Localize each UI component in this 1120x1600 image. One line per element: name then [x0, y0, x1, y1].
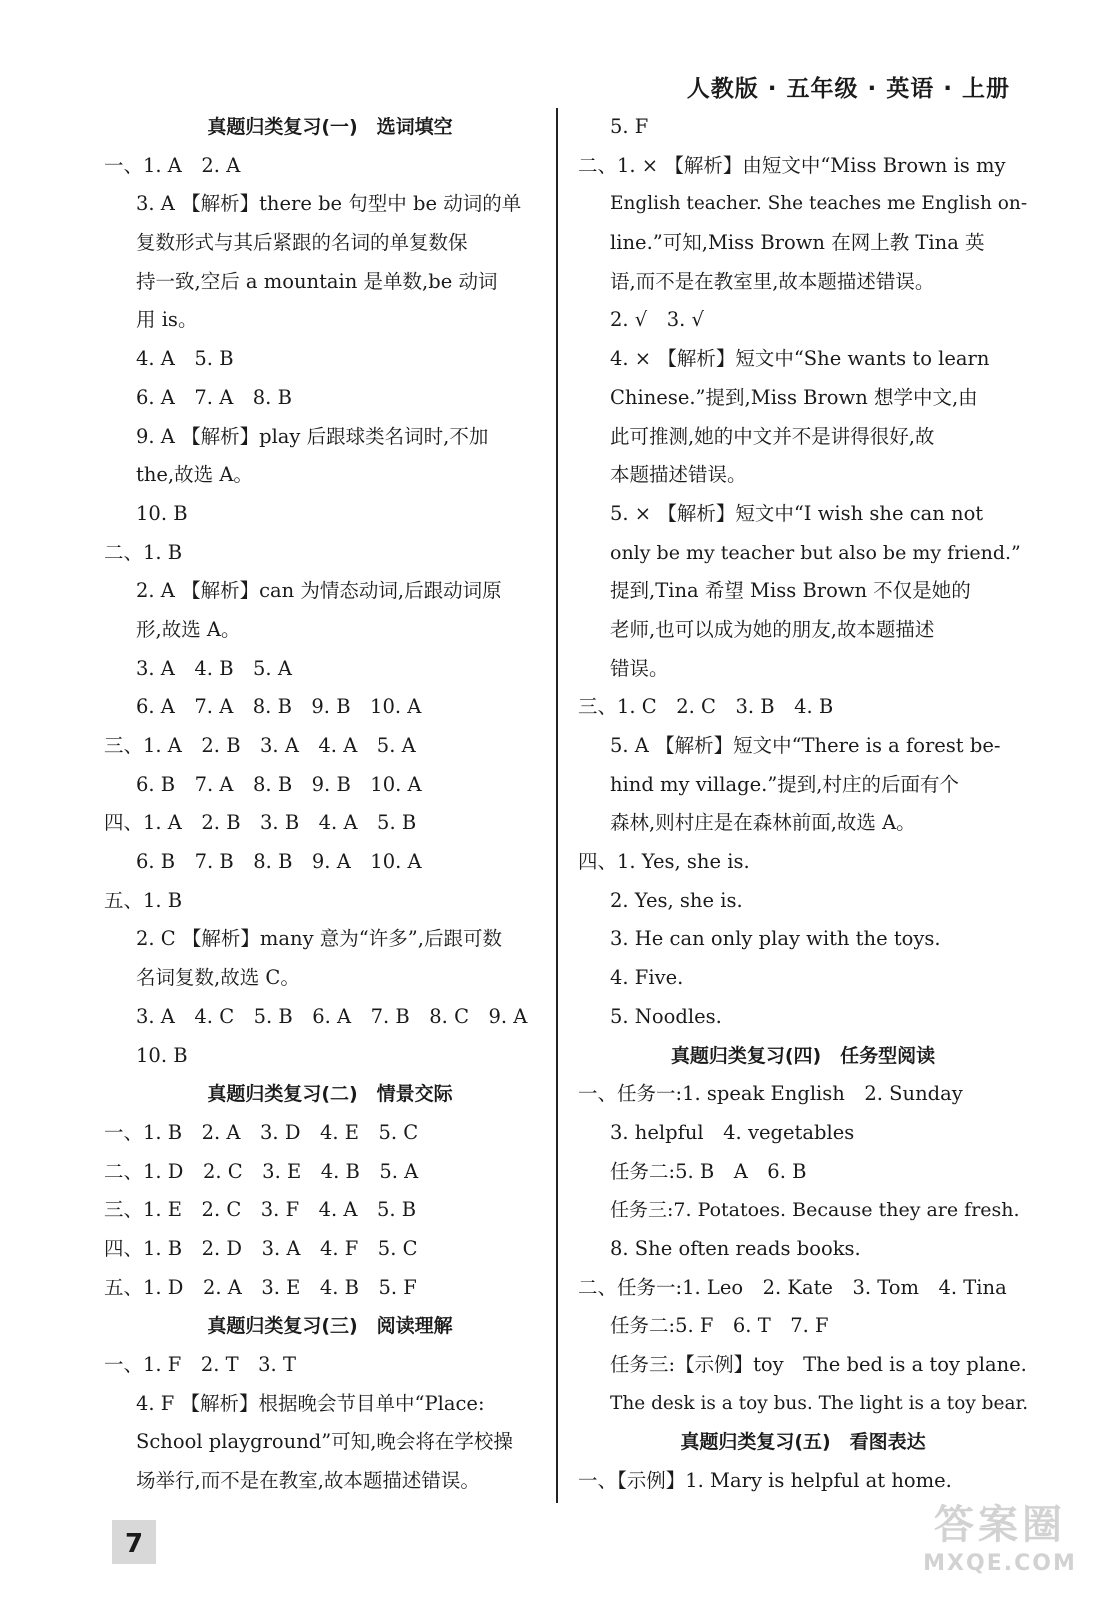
answer-line: 四、1. B 2. D 3. A 4. F 5. C	[104, 1236, 418, 1260]
answer-line: only be my teacher but also be my friend.”	[610, 541, 1021, 564]
answer-line: 场举行,而不是在教室,故本题描述错误。	[136, 1469, 480, 1493]
answer-line: 3. A 4. C 5. B 6. A 7. B 8. C 9. A	[136, 1004, 528, 1028]
answer-line: 3. helpful 4. vegetables	[610, 1120, 855, 1144]
answer-line: 三、1. E 2. C 3. F 4. A 5. B	[104, 1198, 417, 1222]
answer-line: 二、1. D 2. C 3. E 4. B 5. A	[104, 1159, 419, 1183]
page-number: 7	[112, 1520, 156, 1564]
answer-line: 3. He can only play with the toys.	[610, 927, 941, 951]
answer-line: line.”可知,Miss Brown 在网上教 Tina 英	[610, 231, 985, 255]
answer-line: 此可推测,她的中文并不是讲得很好,故	[610, 424, 935, 448]
answer-line: 任务三:7. Potatoes. Because they are fresh.	[610, 1199, 1020, 1222]
answer-line: School playground”可知,晚会将在学校操	[136, 1430, 513, 1454]
answer-line: 2. C 【解析】many 意为“许多”,后跟可数	[136, 927, 502, 951]
answer-line: 6. A 7. A 8. B 9. B 10. A	[136, 695, 422, 719]
watermark-logo-text: 答案圈	[934, 1502, 1066, 1548]
answer-line: 一、1. F 2. T 3. T	[104, 1353, 296, 1376]
answer-line: 语,而不是在教室里,故本题描述错误。	[610, 269, 935, 293]
answer-line: 四、1. A 2. B 3. B 4. A 5. B	[104, 811, 417, 835]
answer-line: 一、【示例】1. Mary is helpful at home.	[578, 1469, 952, 1493]
answer-line: 6. A 7. A 8. B	[136, 385, 292, 409]
answer-line: The desk is a toy bus. The light is a toy bear.	[610, 1392, 1028, 1414]
answer-line: 2. A 【解析】can 为情态动词,后跟动词原	[136, 579, 502, 603]
answer-line: 5. A 【解析】短文中“There is a forest be-	[610, 734, 1001, 757]
answer-line: 名词复数,故选 C。	[136, 966, 300, 990]
answer-line: 6. B 7. A 8. B 9. B 10. A	[136, 772, 422, 796]
answer-line: 森林,则村庄是在森林前面,故选 A。	[610, 811, 916, 835]
section-heading: 真题归类复习(三) 阅读理解	[207, 1315, 453, 1338]
column-divider	[556, 108, 558, 1503]
watermark-logo	[900, 1500, 1100, 1590]
answer-line: 10. B	[136, 501, 188, 525]
section-heading: 真题归类复习(四) 任务型阅读	[670, 1044, 936, 1067]
answer-line: 10. B	[136, 1043, 188, 1067]
answer-line: Chinese.”提到,Miss Brown 想学中文,由	[610, 385, 978, 409]
left-column	[104, 108, 556, 1501]
answer-line: 二、任务一:1. Leo 2. Kate 3. Tom 4. Tina	[578, 1275, 1007, 1299]
answer-line: 8. She often reads books.	[610, 1236, 861, 1260]
answer-line: the,故选 A。	[136, 463, 253, 487]
answer-line: 3. A 4. B 5. A	[136, 656, 292, 680]
answer-line: 五、1. B	[104, 888, 183, 912]
answer-line: English teacher. She teaches me English on-	[610, 193, 1028, 215]
section-heading: 真题归类复习(五) 看图表达	[680, 1431, 926, 1454]
answer-line: 2. Yes, she is.	[610, 888, 743, 912]
answer-line: 二、1. × 【解析】由短文中“Miss Brown is my	[578, 153, 1006, 177]
answer-line: 一、任务一:1. speak English 2. Sunday	[578, 1082, 963, 1106]
answer-line: 五、1. D 2. A 3. E 4. B 5. F	[104, 1275, 417, 1299]
answer-line: 4. Five.	[610, 966, 684, 990]
answer-line: 一、1. B 2. A 3. D 4. E 5. C	[104, 1120, 419, 1144]
answer-line: 持一致,空后 a mountain 是单数,be 动词	[136, 269, 498, 293]
answer-line: 任务三:【示例】toy The bed is a toy plane.	[610, 1353, 1027, 1376]
answer-line: 三、1. C 2. C 3. B 4. B	[578, 695, 834, 719]
answer-line: 3. A 【解析】there be 句型中 be 动词的单	[136, 192, 522, 216]
answer-line: 6. B 7. B 8. B 9. A 10. A	[136, 850, 422, 874]
answer-line: 三、1. A 2. B 3. A 4. A 5. A	[104, 734, 416, 757]
answer-line: 形,故选 A。	[136, 617, 241, 641]
watermark-site-text: MXQE.COM	[923, 1551, 1077, 1576]
page-header: 人教版 · 五年级 · 英语 · 上册	[686, 76, 1010, 102]
section-heading: 真题归类复习(一) 选词填空	[207, 116, 453, 138]
answer-line: 二、1. B	[104, 540, 183, 564]
answer-line: 2. √ 3. √	[610, 308, 704, 332]
answer-line: 任务二:5. B A 6. B	[610, 1159, 807, 1183]
answer-line: 4. F 【解析】根据晚会节目单中“Place:	[136, 1391, 485, 1415]
answer-line: 一、1. A 2. A	[104, 153, 241, 177]
answer-line: 复数形式与其后紧跟的名词的单复数保	[136, 231, 468, 255]
answer-line: 提到,Tina 希望 Miss Brown 不仅是她的	[610, 579, 971, 603]
answer-line: 老师,也可以成为她的朋友,故本题描述	[610, 617, 935, 641]
answer-line: 错误。	[610, 656, 669, 680]
answer-line: 9. A 【解析】play 后跟球类名词时,不加	[136, 424, 489, 448]
answer-line: 5. Noodles.	[610, 1004, 722, 1028]
answer-line: 5. × 【解析】短文中“I wish she can not	[610, 501, 984, 525]
answer-line: 用 is。	[136, 308, 198, 332]
answer-line: 4. × 【解析】短文中“She wants to learn	[610, 347, 990, 371]
answer-line: hind my village.”提到,村庄的后面有个	[610, 772, 959, 796]
right-column	[578, 108, 1028, 1501]
answer-line: 本题描述错误。	[610, 463, 747, 487]
section-heading: 真题归类复习(二) 情景交际	[207, 1083, 453, 1106]
answer-line: 任务二:5. F 6. T 7. F	[610, 1314, 829, 1338]
answer-line: 5. F	[610, 115, 649, 138]
answer-line: 四、1. Yes, she is.	[578, 850, 750, 874]
answer-line: 4. A 5. B	[136, 347, 234, 371]
